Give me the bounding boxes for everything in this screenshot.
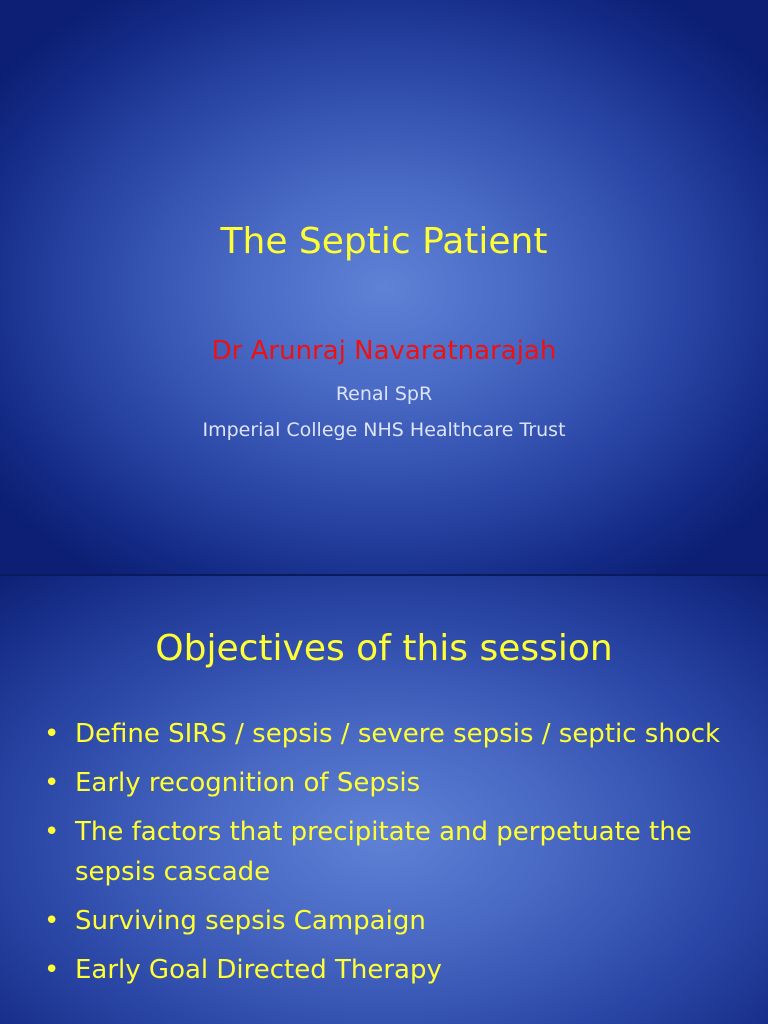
list-item-text: Define SIRS / sepsis / severe sepsis / septic shock <box>75 719 721 749</box>
list-item <box>44 901 744 941</box>
slide-title: Objectives of this session <box>155 628 613 669</box>
list-item <box>44 950 744 990</box>
list-item-text: The factors that precipitate and perpetuate the sepsis cascade <box>75 817 692 887</box>
list-item <box>44 763 744 803</box>
author-organisation: Imperial College NHS Healthcare Trust <box>202 419 566 441</box>
bullet-icon: • <box>44 768 60 798</box>
bullet-icon: • <box>44 906 60 936</box>
list-item <box>44 714 744 754</box>
bullet-icon: • <box>44 817 60 847</box>
author-name: Dr Arunraj Navaratnarajah <box>211 336 557 366</box>
list-item-text: Surviving sepsis Campaign <box>75 906 426 936</box>
presentation-title: The Septic Patient <box>220 221 548 262</box>
bullet-icon: • <box>44 719 60 749</box>
bullet-icon: • <box>44 955 60 985</box>
list-item-text: Early Goal Directed Therapy <box>75 955 442 985</box>
objectives-slide <box>0 576 768 1024</box>
objectives-list <box>44 714 744 999</box>
author-role: Renal SpR <box>335 383 433 405</box>
list-item-text: Early recognition of Sepsis <box>75 768 421 798</box>
list-item <box>44 812 744 892</box>
